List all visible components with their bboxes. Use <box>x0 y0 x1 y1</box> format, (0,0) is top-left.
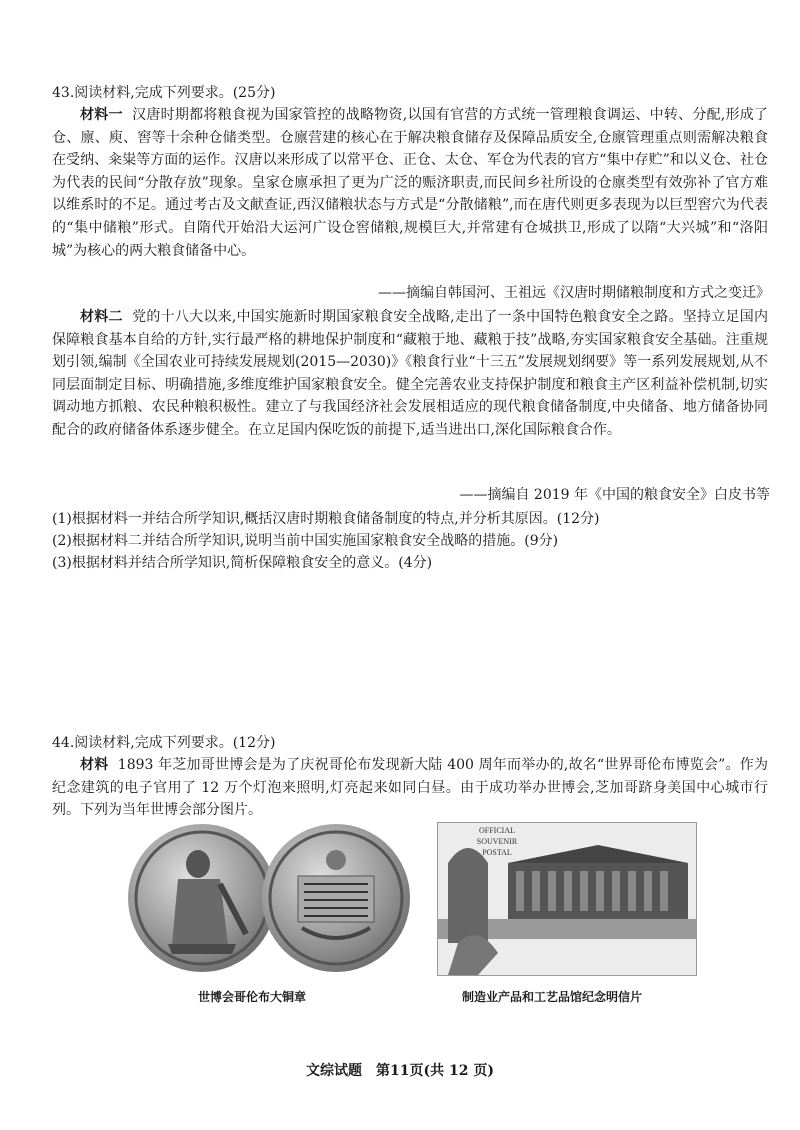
q43-material-2-label: 材料二 <box>80 309 123 325</box>
page-footer: 文综试题 第11页(共 12 页) <box>306 1063 494 1079</box>
columbus-figure-icon <box>128 824 276 972</box>
q43-material-2-text: 党的十八大以来,中国实施新时期国家粮食安全战略,走出了一条中国特色粮食安全之路。坚持立足国内保障粮食基本自给的方针,实行最严格的耕地保护制度和“藏粮于地、藏粮于技”战略,夯实国家粮食安全基础。注重规划引领,编制《全国农业可持续发展规划(2015—2030)》《粮食行业“十三五”发展规划纲要》等一系列发展规划,从不同层面制定目标、明确措施,多维度维护国家粮食安全。健全完善农业支持保护制度和粮食主产区利益补偿机制,切实调动地方抓粮、农民种粮积极性。建立了与我国经济社会发展相适应的现代粮食储备制度,中央储备、地方储备协同配合的政府储备体系逐步健全。在立足国内保吃饭的前提下,适当进出口,深化国际粮食合作。 <box>52 309 768 438</box>
medal-caption: 世博会哥伦布大铜章 <box>198 990 307 1004</box>
medal-inscription-icon <box>262 824 410 972</box>
q43-material-1-label: 材料一 <box>80 107 123 123</box>
q43-material-2 <box>52 306 768 442</box>
manufactures-building-postcard-image <box>437 822 697 976</box>
q44-material <box>52 754 768 822</box>
postcard-caption: 制造业产品和工艺品馆纪念明信片 <box>462 990 643 1004</box>
columbus-medal-obverse-image <box>128 824 276 972</box>
q43-sub-3: (3)根据材料并结合所学知识,简析保障粮食安全的意义。(4分) <box>52 555 433 571</box>
columbus-medal-reverse-image <box>262 824 410 972</box>
q43-material-1 <box>52 104 768 262</box>
q43-material-2-source: ——摘编自 2019 年《中国的粮食安全》白皮书等 <box>459 487 770 503</box>
q44-title: 44.阅读材料,完成下列要求。(12分) <box>52 735 276 751</box>
q43-material-1-text: 汉唐时期都将粮食视为国家管控的战略物资,以国有官营的方式统一管理粮食调运、中转、分配,形成了仓、廪、庾、窖等十余种仓储类型。仓廪营建的核心在于解决粮食储存及保障品质安全,仓廪管理重点则需解决粮食在受纳、籴粜等方面的运作。汉唐以来形成了以常平仓、正仓、太仓、军仓为代表的官方“集中存贮”和以义仓、社仓为代表的民间“分散存放”现象。皇家仓廪承担了更为广泛的赈济职责,而民间乡社所设的仓廪类型有效弥补了官方难以维系时的不足。通过考古及文献查证,西汉储粮状态与方式是“分散储粮”,而在唐代则更多表现为以巨型窖穴为代表的“集中储粮”形式。自隋代开始沿大运河广设仓窖储粮,规模巨大,并常建有仓城拱卫,形成了以隋“大兴城”和“洛阳城”为核心的两大粮食储备中心。 <box>52 107 768 259</box>
q43-title: 43.阅读材料,完成下列要求。(25分) <box>52 85 276 101</box>
q43-material-1-source: ——摘编自韩国河、王祖远《汉唐时期储粮制度和方式之变迁》 <box>378 285 770 301</box>
q44-material-label: 材料 <box>80 757 109 773</box>
postcard-heading: OFFICIAL SOUVENIR POSTAL <box>476 826 518 857</box>
q44-material-text: 1893 年芝加哥世博会是为了庆祝哥伦布发现新大陆 400 周年而举办的,故名“世界哥伦布博览会”。作为纪念建筑的电子官用了 12 万个灯泡来照明,灯亮起来如同白昼。由于成功举办世博会,芝加哥跻身美国中心城市行列。下列为当年世博会部分图片。 <box>52 757 768 819</box>
q43-sub-1: (1)根据材料一并结合所学知识,概括汉唐时期粮食储备制度的特点,并分析其原因。(12分) <box>52 511 600 527</box>
q43-sub-2: (2)根据材料二并结合所学知识,说明当前中国实施国家粮食安全战略的措施。(9分) <box>52 533 559 549</box>
